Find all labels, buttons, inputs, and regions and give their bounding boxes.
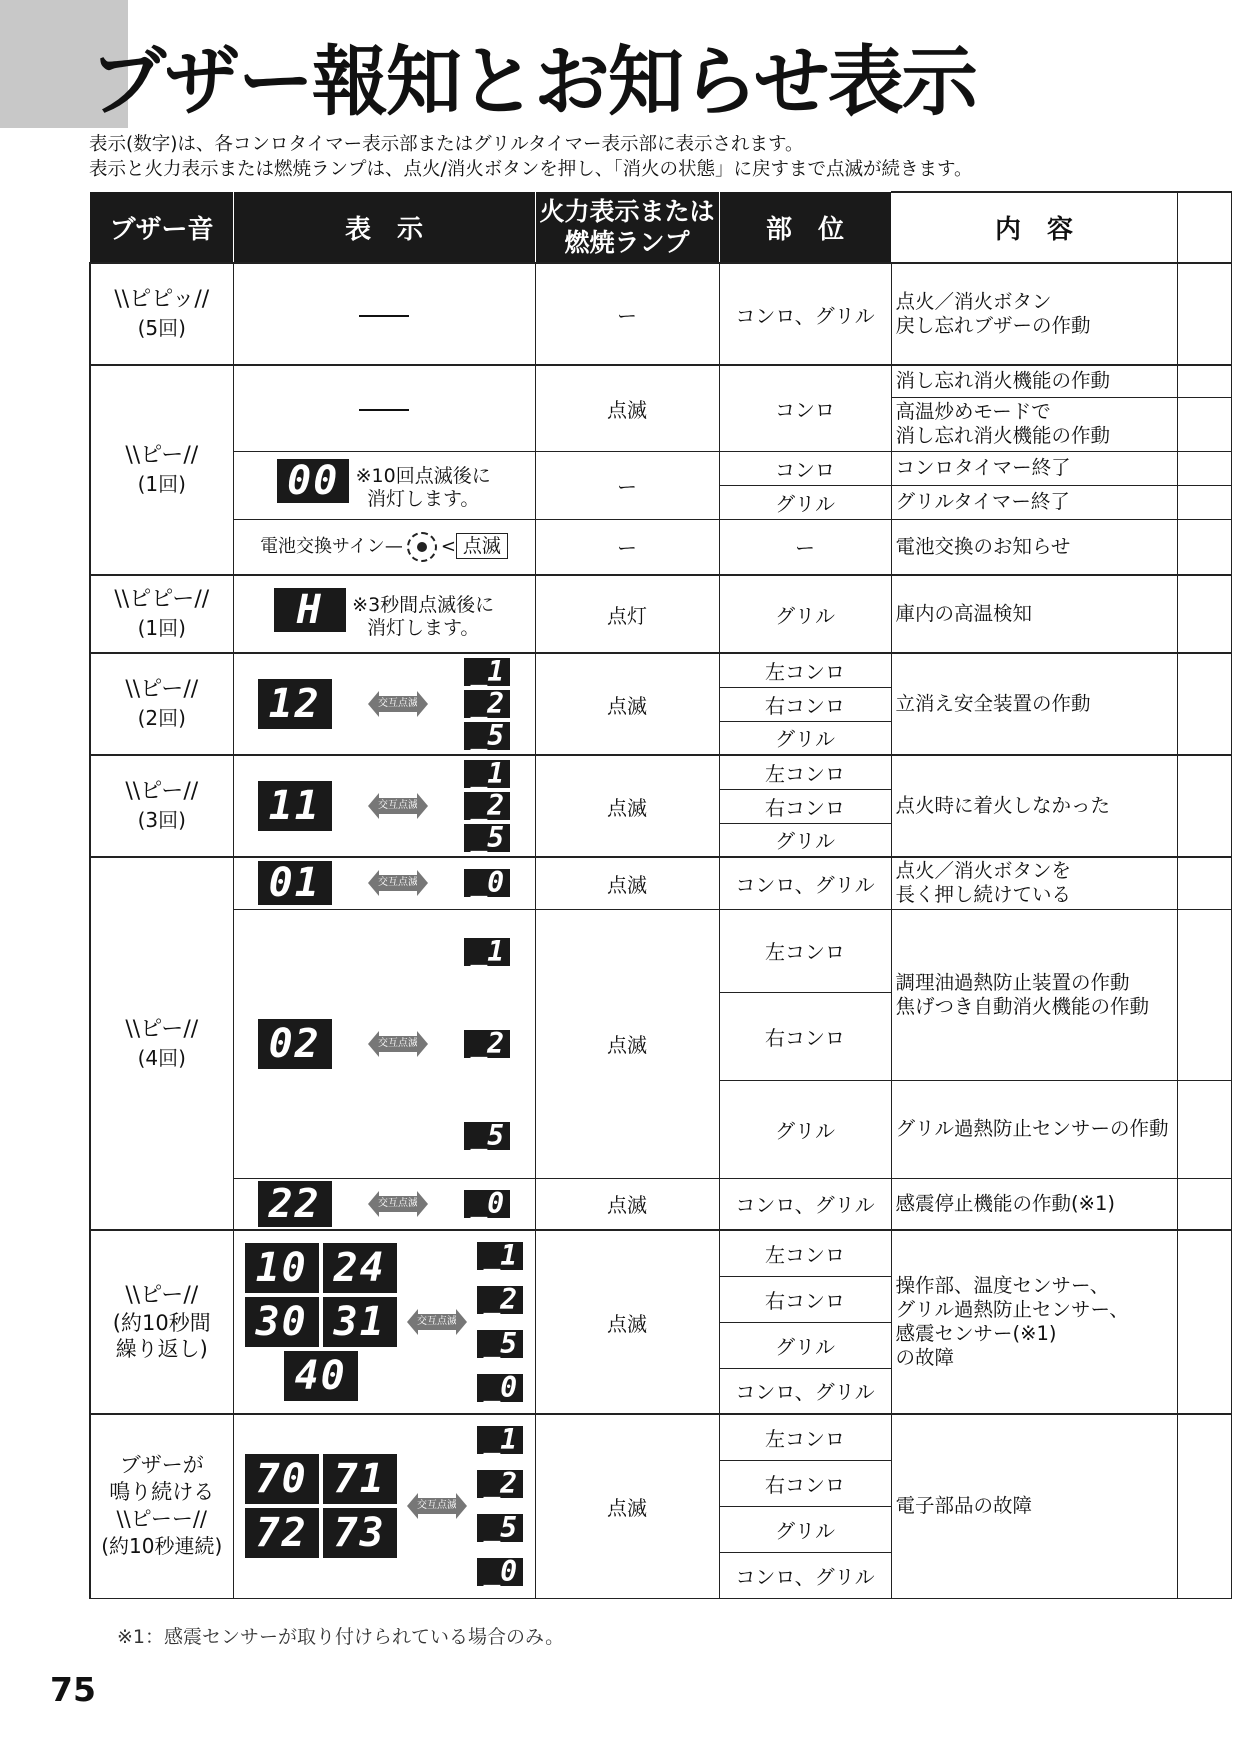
alternate-blink-arrow-icon: 交互点滅 xyxy=(368,1031,428,1057)
location-cell: 左コンロ xyxy=(719,755,891,789)
content-cell: 感震停止機能の作動(※1) xyxy=(891,1178,1177,1230)
battery-lamp-icon xyxy=(407,532,437,562)
display-note: ※3秒間点滅後に 消灯します。 xyxy=(352,594,495,640)
location-cell: 右コンロ xyxy=(719,992,891,1080)
segment-display: 40 xyxy=(284,1351,358,1401)
segment-small: _2 xyxy=(477,1286,523,1314)
table-row xyxy=(90,519,1231,575)
table-row xyxy=(90,857,1231,909)
table-row xyxy=(90,1230,1231,1276)
lamp-cell: ー xyxy=(535,519,719,575)
content-cell: 点火／消火ボタン 戻し忘れブザーの作動 xyxy=(891,263,1177,365)
alternate-blink-arrow-icon: 交互点滅 xyxy=(368,870,428,896)
header-location: 部 位 xyxy=(719,192,891,263)
table-row xyxy=(90,263,1231,365)
segment-display: 22 xyxy=(258,1181,332,1227)
location-cell: グリル xyxy=(719,721,891,755)
location-cell: 左コンロ xyxy=(719,1414,891,1460)
segment-small: _0 xyxy=(464,1190,510,1218)
segment-display: 10 xyxy=(245,1243,319,1293)
display-cell xyxy=(233,1230,535,1414)
location-cell: グリル xyxy=(719,1506,891,1552)
buzzer-cell: \\ピー// (4回) xyxy=(90,857,233,1230)
segment-small: _1 xyxy=(477,1242,523,1270)
display-cell xyxy=(233,575,535,653)
intro-line-2: 表示と火力表示または燃焼ランプは、点火/消火ボタンを押し、「消火の状態」に戻すまで点滅が続きます。 xyxy=(89,159,973,180)
location-cell: 右コンロ xyxy=(719,687,891,721)
display-cell xyxy=(233,857,535,909)
content-cell: 操作部、温度センサー、 グリル過熱防止センサー、 感震センサー(※1) の故障 xyxy=(891,1230,1177,1414)
content-cell: 高温炒めモードで 消し忘れ消火機能の作動 xyxy=(891,397,1177,451)
alternate-blink-arrow-icon: 交互点滅 xyxy=(407,1309,467,1335)
location-cell: グリル xyxy=(719,485,891,519)
display-cell xyxy=(233,263,535,365)
content-cell: 庫内の高温検知 xyxy=(891,575,1177,653)
display-note: ※10回点滅後に 消灯します。 xyxy=(355,465,491,511)
content-cell: グリル過熱防止センサーの作動 xyxy=(891,1080,1177,1178)
segment-small: _2 xyxy=(477,1470,523,1498)
segment-small: _0 xyxy=(464,869,510,897)
battery-blink-label: 点滅 xyxy=(456,533,508,559)
location-cell: コンロ、グリル xyxy=(719,263,891,365)
page-title: ブザー報知とお知らせ表示 xyxy=(90,37,976,126)
buzzer-cell: \\ピー// (2回) xyxy=(90,653,233,755)
display-cell xyxy=(233,365,535,451)
display-cell xyxy=(233,653,535,755)
segment-small: _0 xyxy=(477,1374,523,1402)
segment-display: H xyxy=(274,588,346,632)
segment-small: _1 xyxy=(464,938,510,966)
header-content: 内 容 xyxy=(891,192,1177,263)
lamp-cell: ー xyxy=(535,263,719,365)
buzzer-cell: \\ピー// (1回) xyxy=(90,365,233,575)
header-extra xyxy=(1177,192,1231,263)
page-number: 75 xyxy=(50,1670,96,1709)
table-row xyxy=(90,909,1231,992)
location-cell: グリル xyxy=(719,1080,891,1178)
location-cell: グリル xyxy=(719,575,891,653)
location-cell: コンロ、グリル xyxy=(719,1552,891,1598)
buzzer-cell: \\ピー// (約10秒間 繰り返し) xyxy=(90,1230,233,1414)
display-cell xyxy=(233,451,535,519)
table-row xyxy=(90,653,1231,687)
content-cell: 点火／消火ボタンを 長く押し続けている xyxy=(891,857,1177,909)
segment-small: _1 xyxy=(464,760,510,788)
content-cell: 調理油過熱防止装置の作動 焦げつき自動消火機能の作動 xyxy=(891,909,1177,1080)
header-buzzer: ブザー音 xyxy=(90,192,233,263)
lamp-cell: 点滅 xyxy=(535,1230,719,1414)
table-row xyxy=(90,1414,1231,1460)
content-cell: 電池交換のお知らせ xyxy=(891,519,1177,575)
segment-small: _5 xyxy=(464,1122,510,1150)
header-row xyxy=(90,192,1231,263)
intro-text xyxy=(89,132,973,182)
segment-small: _5 xyxy=(464,722,510,750)
display-cell xyxy=(233,1414,535,1598)
lamp-cell: 点滅 xyxy=(535,857,719,909)
buzzer-table xyxy=(89,191,1232,1599)
segment-small: _1 xyxy=(477,1426,523,1454)
alternate-blink-arrow-icon: 交互点滅 xyxy=(407,1493,467,1519)
dash-line xyxy=(359,315,409,317)
location-cell: グリル xyxy=(719,1322,891,1368)
content-cell: 消し忘れ消火機能の作動 xyxy=(891,365,1177,397)
alternate-blink-arrow-icon: 交互点滅 xyxy=(368,1191,428,1217)
content-cell: コンロタイマー終了 xyxy=(891,451,1177,485)
intro-line-1: 表示(数字)は、各コンロタイマー表示部またはグリルタイマー表示部に表示されます。 xyxy=(89,134,804,155)
location-cell: コンロ、グリル xyxy=(719,857,891,909)
lamp-cell: 点滅 xyxy=(535,755,719,857)
dash-line xyxy=(359,409,409,411)
segment-display: 00 xyxy=(277,459,349,503)
table-row xyxy=(90,1178,1231,1230)
segment-small: _1 xyxy=(464,658,510,686)
location-cell: グリル xyxy=(719,823,891,857)
segment-display: 71 xyxy=(323,1454,397,1504)
lamp-cell: 点滅 xyxy=(535,909,719,1178)
location-cell: 右コンロ xyxy=(719,789,891,823)
lamp-cell: 点滅 xyxy=(535,365,719,451)
display-cell: 電池交換サイン— < 点滅 xyxy=(233,519,535,575)
location-cell: ー xyxy=(719,519,891,575)
header-lamp: 火力表示または 燃焼ランプ xyxy=(535,192,719,263)
segment-small: _0 xyxy=(477,1558,523,1586)
location-cell: 左コンロ xyxy=(719,1230,891,1276)
content-cell: グリルタイマー終了 xyxy=(891,485,1177,519)
segment-display: 01 xyxy=(258,861,332,905)
segment-small: _5 xyxy=(464,824,510,852)
table-row xyxy=(90,755,1231,789)
location-cell: 右コンロ xyxy=(719,1276,891,1322)
lamp-cell: 点滅 xyxy=(535,1414,719,1598)
content-cell: 点火時に着火しなかった xyxy=(891,755,1177,857)
segment-display: 73 xyxy=(323,1508,397,1558)
segment-display: 30 xyxy=(245,1297,319,1347)
location-cell: コンロ、グリル xyxy=(719,1368,891,1414)
segment-display: 24 xyxy=(323,1243,397,1293)
table-row xyxy=(90,451,1231,485)
location-cell: コンロ xyxy=(719,451,891,485)
lamp-cell: ー xyxy=(535,451,719,519)
buzzer-cell: ブザーが 鳴り続ける \\ピーー// (約10秒連続) xyxy=(90,1414,233,1598)
segment-display: 11 xyxy=(258,781,332,831)
segment-small: _5 xyxy=(477,1514,523,1542)
buzzer-cell: \\ピピッ// (5回) xyxy=(90,263,233,365)
table-row xyxy=(90,365,1231,397)
display-cell xyxy=(233,1178,535,1230)
segment-display: 02 xyxy=(258,1019,332,1069)
header-display: 表 示 xyxy=(233,192,535,263)
lamp-cell: 点滅 xyxy=(535,653,719,755)
segment-display: 31 xyxy=(323,1297,397,1347)
segment-display: 72 xyxy=(245,1508,319,1558)
footnote: ※1：感震センサーが取り付けられている場合のみ。 xyxy=(117,1626,565,1648)
segment-small: _2 xyxy=(464,792,510,820)
buzzer-cell: \\ピー// (3回) xyxy=(90,755,233,857)
content-cell: 電子部品の故障 xyxy=(891,1414,1177,1598)
segment-display: 12 xyxy=(258,679,332,729)
segment-small: _5 xyxy=(477,1330,523,1358)
display-cell xyxy=(233,755,535,857)
alternate-blink-arrow-icon: 交互点滅 xyxy=(368,691,428,717)
lamp-cell: 点滅 xyxy=(535,1178,719,1230)
table-row xyxy=(90,575,1231,653)
segment-small: _2 xyxy=(464,1030,510,1058)
segment-small: _2 xyxy=(464,690,510,718)
location-cell: 右コンロ xyxy=(719,1460,891,1506)
battery-label: 電池交換サイン xyxy=(260,535,385,557)
location-cell: 左コンロ xyxy=(719,909,891,992)
alternate-blink-arrow-icon: 交互点滅 xyxy=(368,793,428,819)
lamp-cell: 点灯 xyxy=(535,575,719,653)
location-cell: コンロ、グリル xyxy=(719,1178,891,1230)
display-cell xyxy=(233,909,535,1178)
buzzer-cell: \\ピピー// (1回) xyxy=(90,575,233,653)
segment-display: 70 xyxy=(245,1454,319,1504)
content-cell: 立消え安全装置の作動 xyxy=(891,653,1177,755)
location-cell: 左コンロ xyxy=(719,653,891,687)
location-cell: コンロ xyxy=(719,365,891,451)
